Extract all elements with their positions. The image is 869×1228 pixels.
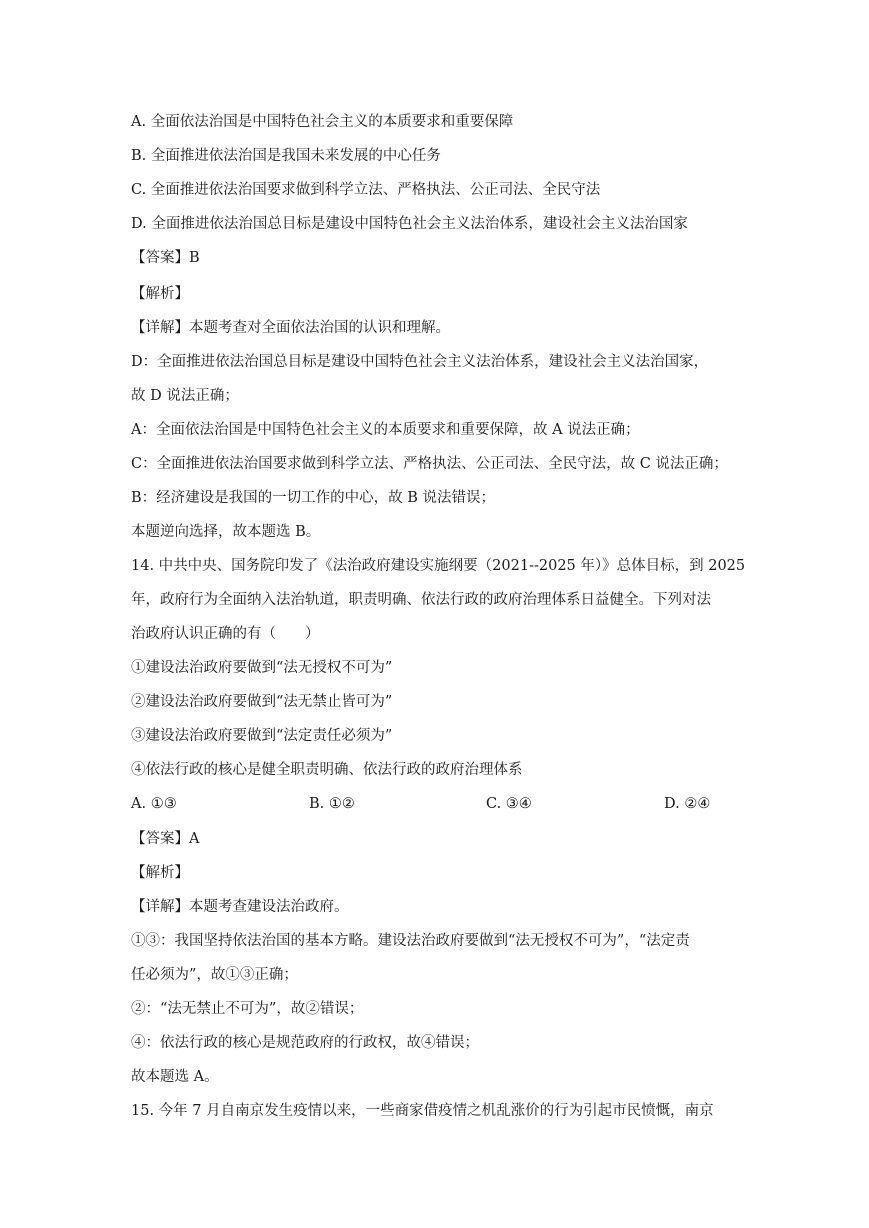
q14-choice-a: A. ①③ [131,796,177,812]
q13-detail-line: C：全面推进依法治国要求做到科学立法、严格执法、公正司法、全民守法，故 C 说法正确； [131,456,728,472]
q14-stem-line: 14. 中共中央、国务院印发了《法治政府建设实施纲要（2021--2025 年）》总体目标，到 2025 [131,558,746,574]
q14-choice-d: D. ②④ [664,796,711,812]
q14-choice-b: B. ①② [309,796,355,812]
q15-stem-line: 15. 今年 7 月自南京发生疫情以来，一些商家借疫情之机乱涨价的行为引起市民愤慨，南京 [131,1103,714,1119]
q14-stem-line: 年，政府行为全面纳入法治轨道，职责明确、依法行政的政府治理体系日益健全。下列对法 [131,592,711,608]
q14-analysis-label: 【解析】 [131,865,189,881]
q13-detail-line: 故 D 说法正确； [131,388,239,404]
q13-detail-line: 本题逆向选择，故本题选 B。 [131,524,321,540]
q13-answer: 【答案】B [131,250,200,266]
q14-item-3: ③建设法治政府要做到“法定责任必须为” [131,728,393,744]
q14-detail-line: 任必须为”，故①③正确； [131,967,298,983]
q13-analysis-label: 【解析】 [131,286,189,302]
q14-detail-line: ④：依法行政的核心是规范政府的行政权，故④错误； [131,1035,479,1051]
q14-detail-line: ②：“法无禁止不可为”，故②错误； [131,1001,364,1017]
q13-detail-line: 【详解】本题考查对全面依法治国的认识和理解。 [131,320,450,336]
q13-option-b: B. 全面推进依法治国是我国未来发展的中心任务 [131,148,441,164]
q14-detail-line: 【详解】本题考查建设法治政府。 [131,899,349,915]
q14-detail-line: 故本题选 A。 [131,1069,219,1085]
q14-item-4: ④依法行政的核心是健全职责明确、依法行政的政府治理体系 [131,762,523,778]
q14-choice-c: C. ③④ [486,796,532,812]
q13-option-c: C. 全面推进依法治国要求做到科学立法、严格执法、公正司法、全民守法 [131,182,601,198]
q13-option-a: A. 全面依法治国是中国特色社会主义的本质要求和重要保障 [131,114,514,130]
q14-detail-line: ①③：我国坚持依法治国的基本方略。建设法治政府要做到“法无授权不可为”，“法定责 [131,933,690,949]
q14-stem-line: 治政府认识正确的有（ ） [131,626,320,642]
q13-option-d: D. 全面推进依法治国总目标是建设中国特色社会主义法治体系，建设社会主义法治国家 [131,216,688,232]
q13-detail-line: B：经济建设是我国的一切工作的中心，故 B 说法错误； [131,490,496,506]
q13-detail-line: A：全面依法治国是中国特色社会主义的本质要求和重要保障，故 A 说法正确； [131,422,640,438]
q14-item-1: ①建设法治政府要做到“法无授权不可为” [131,660,393,676]
q13-detail-line: D：全面推进依法治国总目标是建设中国特色社会主义法治体系，建设社会主义法治国家， [131,354,709,370]
q14-item-2: ②建设法治政府要做到“法无禁止皆可为” [131,694,393,710]
q14-answer: 【答案】A [131,831,200,847]
